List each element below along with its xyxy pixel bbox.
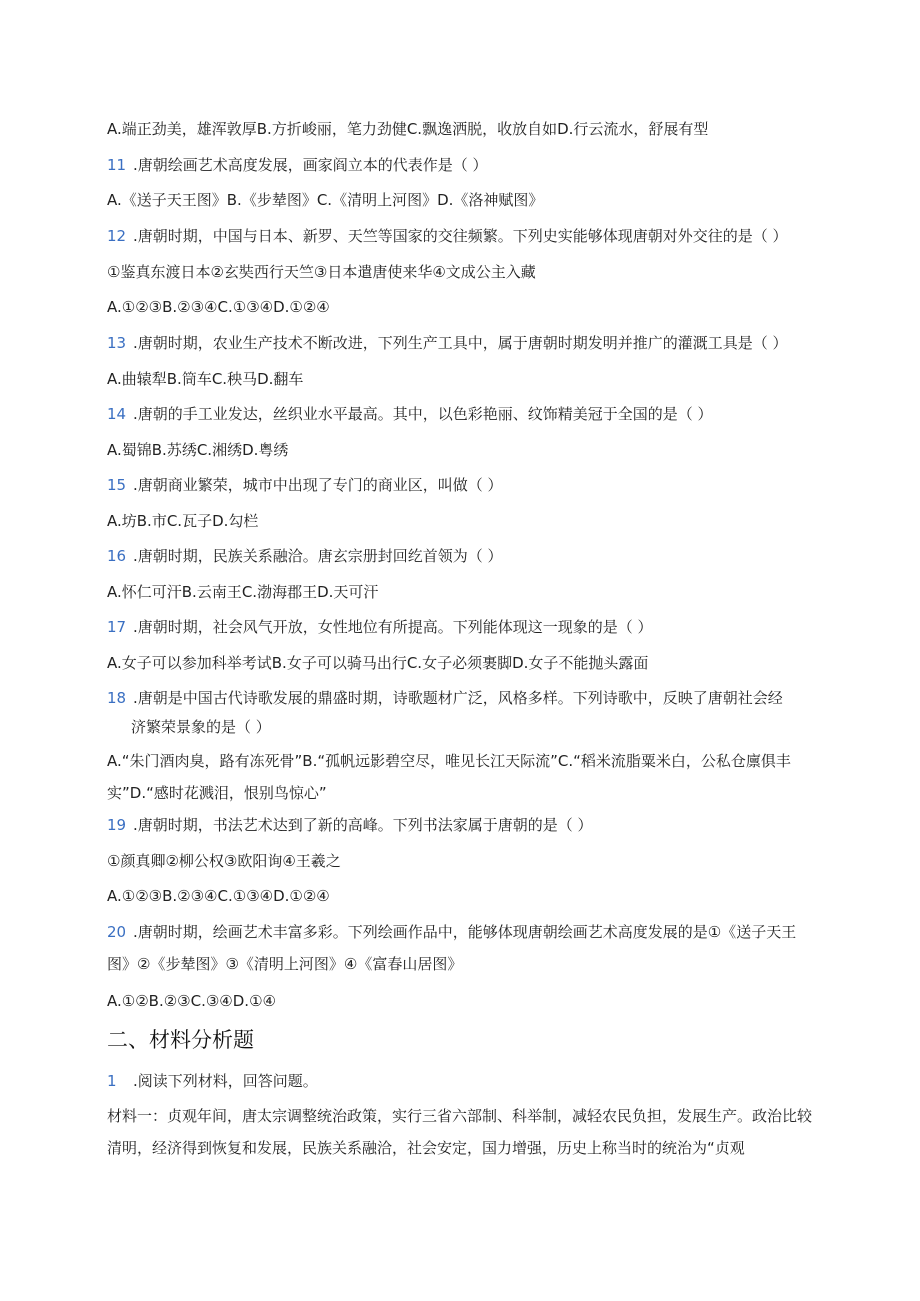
q12-items: ①鉴真东渡日本②玄奘西行天竺③日本遣唐使来华④文成公主入藏	[107, 263, 536, 281]
question-text: .唐朝时期，民族关系融洽。唐玄宗册封回纥首领为（ ）	[133, 547, 503, 565]
question-text: .阅读下列材料，回答问题。	[133, 1072, 318, 1090]
material-1-text: 材料一：贞观年间，唐太宗调整统治政策，实行三省六部制、科举制，减轻农民负担，发展生产。政治比较清明，经济得到恢复和发展，民族关系融洽，社会安定，国力增强，历史上称当时的统治为“贞观	[107, 1107, 813, 1157]
q18-options: A.“朱门酒肉臭，路有冻死骨”B.“孤帆远影碧空尽，唯见长江天际流”C.“稻米流脂粟米白，公私仓廪俱丰实”D.“感时花溅泪，恨别鸟惊心”	[107, 752, 791, 802]
section-title: 二、材料分析题	[107, 1028, 254, 1052]
question-20	[107, 916, 817, 980]
question-number: 14	[107, 405, 127, 423]
question-18-continued: 济繁荣景象的是（ ）	[131, 718, 271, 736]
q16-options: A.怀仁可汗B.云南王C.渤海郡王D.天可汗	[107, 583, 379, 601]
q19-items: ①颜真卿②柳公权③欧阳询④王羲之	[107, 852, 341, 870]
question-12	[107, 226, 817, 246]
question-13	[107, 333, 817, 353]
question-number: 20	[107, 923, 127, 941]
question-text: .唐朝时期，农业生产技术不断改进，下列生产工具中，属于唐朝时期发明并推广的灌溉工具是（ ）	[133, 334, 788, 352]
question-number: 17	[107, 618, 127, 636]
question-text: .唐朝时期，社会风气开放，女性地位有所提高。下列能体现这一现象的是（ ）	[133, 618, 653, 636]
question-number: 11	[107, 156, 127, 174]
q17-options: A.女子可以参加科举考试B.女子可以骑马出行C.女子必须裹脚D.女子不能抛头露面	[107, 654, 649, 672]
question-text: .唐朝时期，绘画艺术丰富多彩。下列绘画作品中，能够体现唐朝绘画艺术高度发展的是①《送子天王图》②《步辇图》③《清明上河图》④《富春山居图》	[107, 923, 797, 973]
question-15	[107, 475, 817, 495]
question-number: 12	[107, 227, 127, 245]
question-number: 18	[107, 689, 127, 707]
question-18	[107, 688, 817, 708]
question-text: .唐朝时期，书法艺术达到了新的高峰。下列书法家属于唐朝的是（ ）	[133, 816, 593, 834]
question-number: 15	[107, 476, 127, 494]
q11-options: A.《送子天王图》B.《步辇图》C.《清明上河图》D.《洛神赋图》	[107, 191, 544, 209]
question-17	[107, 617, 817, 637]
question-number: 1	[107, 1072, 117, 1090]
q12-options: A.①②③B.②③④C.①③④D.①②④	[107, 298, 330, 316]
question-text: .唐朝的手工业发达，丝织业水平最高。其中，以色彩艳丽、纹饰精美冠于全国的是（ ）	[133, 405, 713, 423]
question-number: 16	[107, 547, 127, 565]
question-text: .唐朝是中国古代诗歌发展的鼎盛时期，诗歌题材广泛，风格多样。下列诗歌中，反映了唐朝社会经	[133, 689, 783, 707]
question-number: 13	[107, 334, 127, 352]
question-text: .唐朝时期，中国与日本、新罗、天竺等国家的交往频繁。下列史实能够体现唐朝对外交往的是（ ）	[133, 227, 788, 245]
question-number: 19	[107, 816, 127, 834]
question-19	[107, 815, 817, 835]
question-11	[107, 155, 817, 175]
q14-options: A.蜀锦B.苏绣C.湘绣D.粤绣	[107, 441, 289, 459]
q10-options: A.端正劲美，雄浑敦厚B.方折峻丽，笔力劲健C.飘逸洒脱，收放自如D.行云流水，舒展有型	[107, 120, 709, 138]
q19-options: A.①②③B.②③④C.①③④D.①②④	[107, 887, 330, 905]
question-14	[107, 404, 817, 424]
question-text: .唐朝绘画艺术高度发展，画家阎立本的代表作是（ ）	[133, 156, 488, 174]
material-question-1	[107, 1071, 817, 1091]
q20-options: A.①②B.②③C.③④D.①④	[107, 992, 276, 1010]
q15-options: A.坊B.市C.瓦子D.勾栏	[107, 512, 259, 530]
question-16	[107, 546, 817, 566]
q13-options: A.曲辕犁B.筒车C.秧马D.翻车	[107, 370, 304, 388]
question-text: .唐朝商业繁荣，城市中出现了专门的商业区，叫做（ ）	[133, 476, 503, 494]
